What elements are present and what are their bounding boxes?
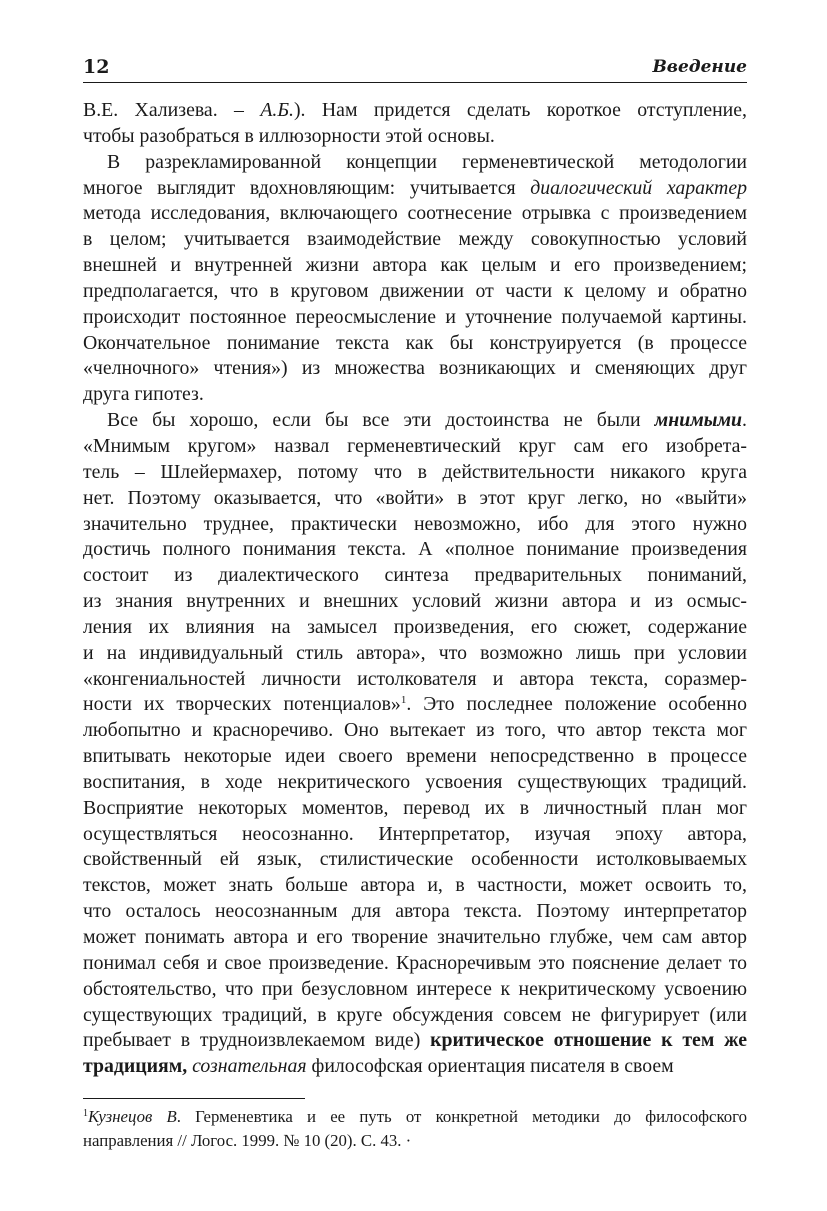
text-line (83, 98, 747, 124)
text-run: «челночного» чтения») из множества возникающих и сменяющих друг (83, 357, 747, 380)
text-line (83, 382, 747, 408)
text-line (83, 434, 747, 460)
text-line (83, 796, 747, 822)
italic-run: сознательная (192, 1055, 307, 1078)
text-run: ления их влияния на замысел произведения, его сюжет, содержание (83, 615, 747, 638)
bold-run: традициям, (83, 1055, 188, 1078)
text-line (83, 305, 747, 331)
text-run: друга гипотез. (83, 383, 204, 406)
text-run: . (742, 409, 747, 432)
text-run: нет. Поэтому оказывается, что «войти» в этот круг легко, но «выйти» (83, 486, 747, 509)
text-line (83, 1028, 747, 1054)
text-line (83, 847, 747, 873)
text-run: осуществляться неосознанно. Интерпретатор, изучая эпоху автора, (83, 822, 747, 845)
text-line (83, 951, 747, 977)
text-run: предполагается, что в круговом движении от части к целому и обратно (83, 279, 747, 302)
text-run: «конгениальностей личности истолкователя и автора текста, соразмер- (83, 667, 747, 690)
text-run: метода исследования, включающего соотнесение отрывка с произведением (83, 202, 747, 225)
text-run: пребывает в трудноизвлекаемом виде) (83, 1029, 431, 1052)
text-run: «Мнимым кругом» назвал герменевтический круг сам его изобрета- (83, 434, 747, 457)
text-run: В.Е. Хализева. – (83, 99, 261, 121)
text-run: что осталось неосознанным для автора текста. Поэтому интерпретатор (83, 900, 747, 923)
text-line (83, 718, 747, 744)
text-run: достичь полного понимания текста. А «полное понимание произведения (83, 538, 747, 561)
text-run: философская ориентация писателя в своем (306, 1055, 674, 1078)
text-line (83, 641, 747, 667)
text-line (83, 279, 747, 305)
text-run: воспитания, в ходе некритического усвоения существующих традиций. (83, 770, 747, 793)
text-line (83, 1054, 747, 1080)
text-run: может понимать автора и его творение значительно глубже, чем сам автор (83, 926, 747, 948)
text-run: Все бы хорошо, если бы все эти достоинства не были (107, 409, 655, 432)
text-line (83, 356, 747, 382)
text-line (83, 201, 747, 227)
text-run: существующих традиций, в круге обсуждения совсем не фигурирует (или (83, 1003, 747, 1026)
footnote-marker: 1 (83, 1108, 88, 1119)
text-line (83, 253, 747, 279)
text-run: состоит из диалектического синтеза предварительных пониманий, (83, 564, 747, 587)
running-header (83, 52, 747, 83)
text-run: направления // Логос. 1999. № 10 (20). С. 43. · (83, 1131, 412, 1150)
text-line (83, 770, 747, 796)
italic-run: диалогический характер (530, 176, 747, 199)
main-text (83, 98, 747, 1080)
footnote-rule (83, 1098, 305, 1099)
text-run: Окончательное понимание текста как бы конструируется (в процессе (83, 331, 747, 354)
text-line (83, 899, 747, 925)
text-line (83, 537, 747, 563)
bold-italic-run: мнимыми (654, 409, 743, 432)
text-run: Восприятие некоторых моментов, перевод их в личностный план мог (83, 796, 747, 819)
footnote (83, 1105, 747, 1153)
bold-run: критическое отношение к тем же (430, 1029, 747, 1052)
text-line (83, 331, 747, 357)
footnote-line (83, 1129, 747, 1153)
text-run: из знания внутренних и внешних условий жизни автора и из осмыс- (83, 590, 747, 613)
text-line (83, 822, 747, 848)
text-run: многое выглядит вдохновляющим: учитывается (83, 176, 531, 199)
text-run: свойственный ей язык, стилистические особенности истолковываемых (83, 848, 747, 871)
text-line (83, 925, 747, 951)
italic-run: Кузнецов В (88, 1107, 177, 1126)
footnote-marker: 1 (400, 694, 407, 707)
text-line (83, 1003, 747, 1029)
text-run: . Это последнее положение особенно (406, 693, 747, 716)
page-number: 12 (83, 56, 110, 78)
book-page (83, 52, 748, 1150)
text-run: текстов, может знать больше автора и, в частности, может освоить то, (83, 874, 747, 897)
text-run: впитывать некоторые идеи своего времени непосредственно в процессе (83, 745, 747, 768)
text-run: . Герменевтика и ее путь от конкретной методики до философского (176, 1107, 748, 1126)
text-run: любопытно и красноречиво. Оно вытекает из того, что автор текста мог (83, 719, 747, 742)
text-line (83, 692, 747, 718)
italic-run: А.Б. (260, 99, 294, 121)
text-line (83, 873, 747, 899)
running-title: Введение (652, 57, 747, 77)
text-line (83, 408, 747, 434)
text-line (83, 176, 747, 202)
text-line (83, 563, 747, 589)
footnote-line (83, 1105, 747, 1129)
text-line (83, 744, 747, 770)
text-line (83, 150, 747, 176)
text-run: В разрекламированной концепции герменевтической методологии (107, 150, 747, 173)
text-line (83, 615, 747, 641)
text-run: тель – Шлейермахер, потому что в действительности никакого круга (83, 460, 747, 483)
text-run: ности их творческих потенциалов» (83, 693, 401, 716)
text-line (83, 124, 747, 150)
text-run: в целом; учитывается взаимодействие между совокупностью условий (83, 228, 747, 251)
text-line (83, 512, 747, 538)
text-line (83, 227, 747, 253)
text-run: обстоятельство, что при безусловном интересе к некритическому усвоению (83, 977, 747, 1000)
text-run: чтобы разобраться в иллюзорности этой основы. (83, 124, 495, 147)
text-run: значительно труднее, практически невозможно, ибо для этого нужно (83, 512, 747, 535)
text-run: и на индивидуальный стиль автора», что возможно лишь при условии (83, 641, 747, 664)
text-line (83, 589, 747, 615)
text-run: внешней и внутренней жизни автора как целым и его произведением; (83, 254, 747, 277)
text-line (83, 486, 747, 512)
text-run: ). Нам придется сделать короткое отступление, (293, 99, 747, 121)
text-line (83, 977, 747, 1003)
text-run: происходит постоянное переосмысление и уточнение получаемой картины. (83, 305, 747, 328)
text-line (83, 667, 747, 693)
text-line (83, 460, 747, 486)
text-run: понимал себя и свое произведение. Красноречивым это пояснение делает то (83, 951, 747, 974)
